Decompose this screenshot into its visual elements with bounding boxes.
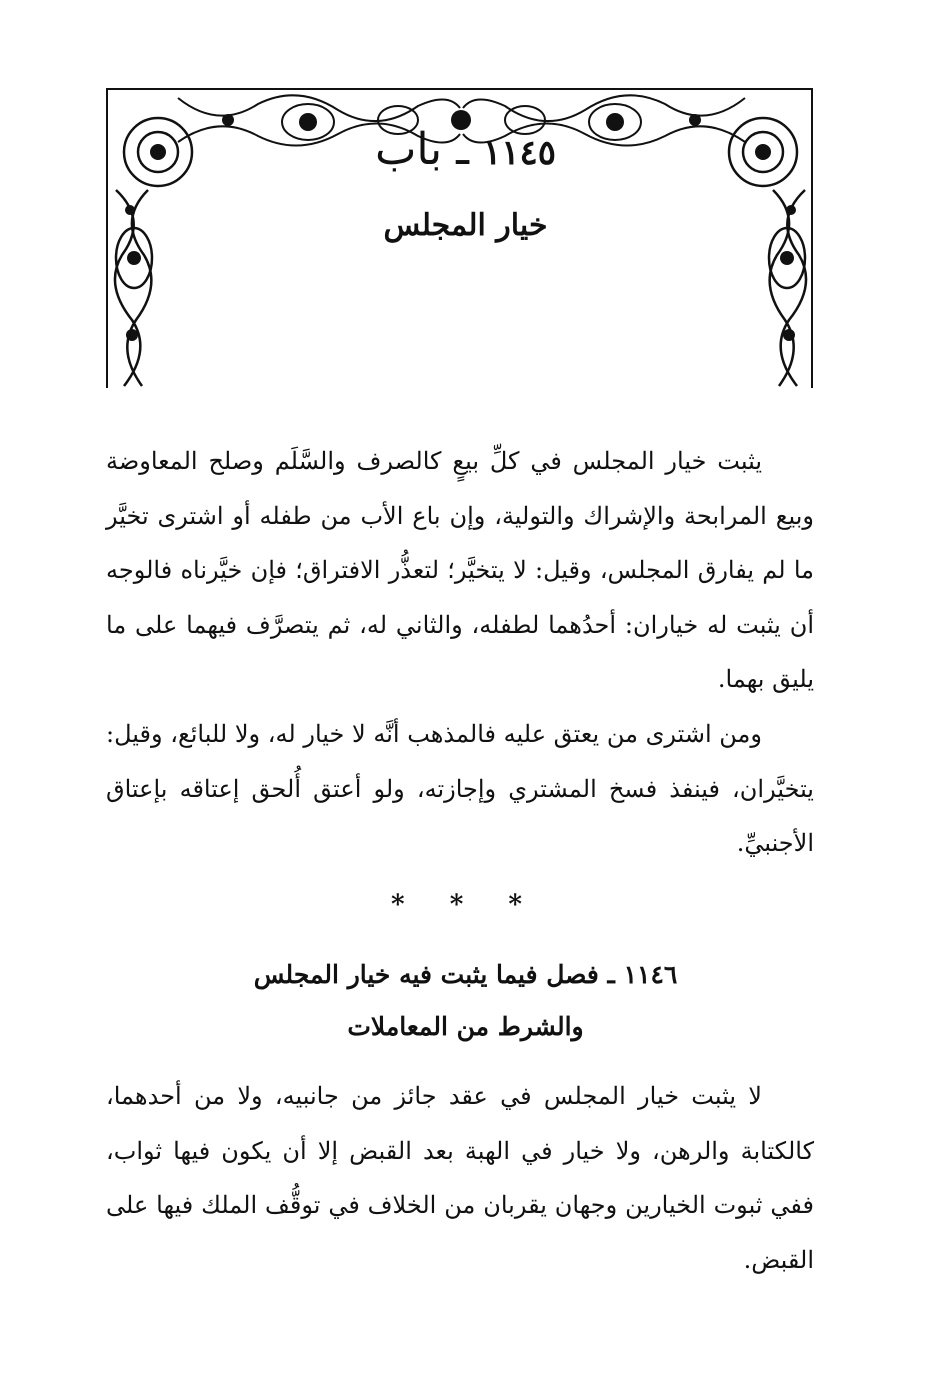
section-paragraph bbox=[106, 1069, 814, 1287]
paragraph-1 bbox=[106, 434, 814, 707]
chapter-dash: ـ bbox=[456, 124, 469, 175]
section-paragraph-text: لا يثبت خيار المجلس في عقد جائز من جانبيه، ولا من أحدهما، كالكتابة والرهن، ولا خيار في الهبة بعد القبض إلا أن يكون فيها ثواب، ففي ثبوت الخيارين وجهان يقربان من الخلاف في توقُّف الملك فيها على القبض. bbox=[106, 1082, 814, 1274]
section-title-line-1 bbox=[0, 960, 931, 989]
section-title-line-2: والشرط من المعاملات bbox=[347, 1012, 584, 1041]
chapter-number: ١١٤٥ bbox=[482, 133, 556, 173]
paragraph-1-text: يثبت خيار المجلس في كلِّ بيعٍ كالصرف والسَّلَم وصلح المعاوضة وبيع المرابحة والإشراك والتولية، وإن باع الأب من طفله أو اشترى تخيَّر ما لم يفارق المجلس، وقيل: لا يتخيَّر؛ لتعذُّر الافتراق؛ فإن خيَّرناه فالوجه أن يثبت له خياران: أحدُهما لطفله، والثاني له، ثم يتصرَّف فيهما على ما يليق بهما. bbox=[106, 447, 814, 693]
section-dash: ـ bbox=[607, 960, 615, 989]
section-separator: * * * bbox=[391, 890, 540, 920]
paragraph-2-text: ومن اشترى من يعتق عليه فالمذهب أنَّه لا خيار له، ولا للبائع، وقيل: يتخيَّران، فينفذ فسخ المشتري وإجازته، ولو أعتق أُلحق إعتاقه بإعتاق الأجنبيِّ. bbox=[106, 720, 814, 857]
chapter-title: خيار المجلس bbox=[383, 208, 548, 243]
section-title-text: فصل فيما يثبت فيه خيار المجلس bbox=[253, 960, 599, 989]
chapter-heading-word: باب bbox=[374, 124, 443, 175]
paragraph-2 bbox=[106, 707, 814, 871]
section-number: ١١٤٦ bbox=[623, 960, 678, 989]
chapter-heading bbox=[0, 124, 931, 175]
